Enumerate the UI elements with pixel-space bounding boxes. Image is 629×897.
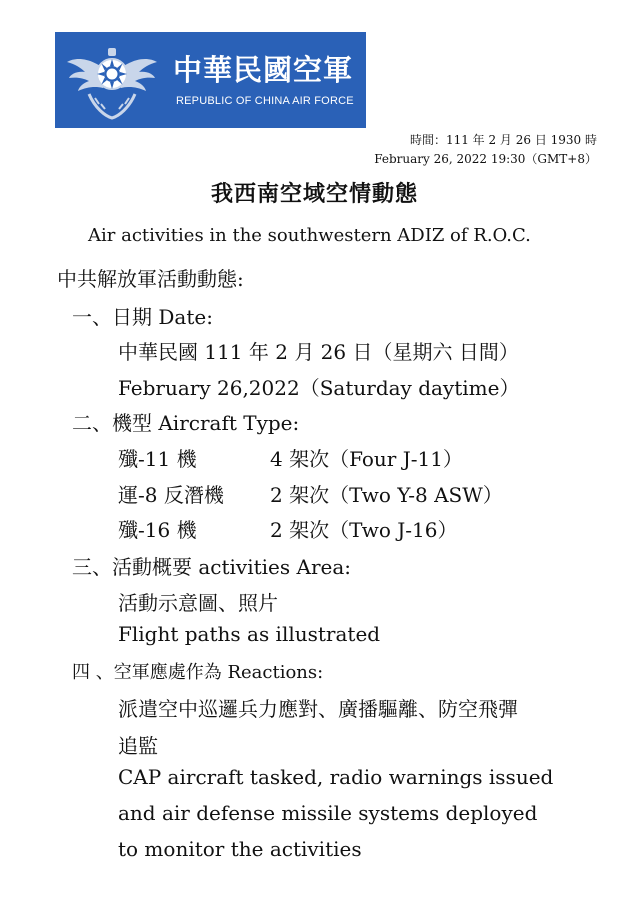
aircraft-name: 運-8 反潛機	[118, 483, 224, 507]
aircraft-name: 殲-11 機	[118, 447, 197, 471]
section-area-heading: 三、活動概要 activities Area:	[72, 555, 352, 579]
aircraft-name: 殲-16 機	[118, 518, 197, 542]
area-zh: 活動示意圖、照片	[118, 591, 278, 615]
section-aircraft-heading: 二、機型 Aircraft Type:	[72, 411, 300, 435]
section-date-heading: 一、日期 Date:	[72, 305, 213, 329]
header-banner	[55, 32, 366, 128]
area-en: Flight paths as illustrated	[118, 622, 381, 646]
reactions-en-line-2: and air defense missile systems deployed	[118, 801, 538, 825]
reactions-zh-line-1: 派遣空中巡邏兵力應對、廣播驅離、防空飛彈	[118, 697, 518, 721]
date-zh: 中華民國 111 年 2 月 26 日（星期六 日間）	[118, 340, 519, 364]
aircraft-count: 4 架次（Four J-11）	[270, 447, 463, 471]
org-name-zh: 中華民國空軍	[173, 53, 354, 87]
release-time-en: February 26, 2022 19:30（GMT+8）	[374, 152, 597, 166]
date-en: February 26,2022（Saturday daytime）	[118, 376, 520, 400]
section-reactions-heading: 四 、空軍應處作為 Reactions:	[72, 662, 324, 683]
reactions-en-line-3: to monitor the activities	[118, 837, 362, 861]
reactions-en-line-1: CAP aircraft tasked, radio warnings issued	[118, 765, 554, 789]
pla-activity-label: 中共解放軍活動動態:	[57, 267, 244, 291]
document-subtitle: Air activities in the southwestern ADIZ of R.O.C.	[88, 225, 531, 246]
release-time-zh: 時間：111 年 2 月 26 日 1930 時	[409, 133, 597, 147]
aircraft-count: 2 架次（Two J-16）	[270, 518, 458, 542]
air-force-emblem-icon	[65, 38, 159, 122]
document-title: 我西南空域空情動態	[210, 181, 418, 207]
reactions-zh-line-2: 追監	[118, 734, 158, 758]
aircraft-count: 2 架次（Two Y-8 ASW）	[270, 483, 503, 507]
org-name-en: REPUBLIC OF CHINA AIR FORCE	[176, 95, 354, 107]
